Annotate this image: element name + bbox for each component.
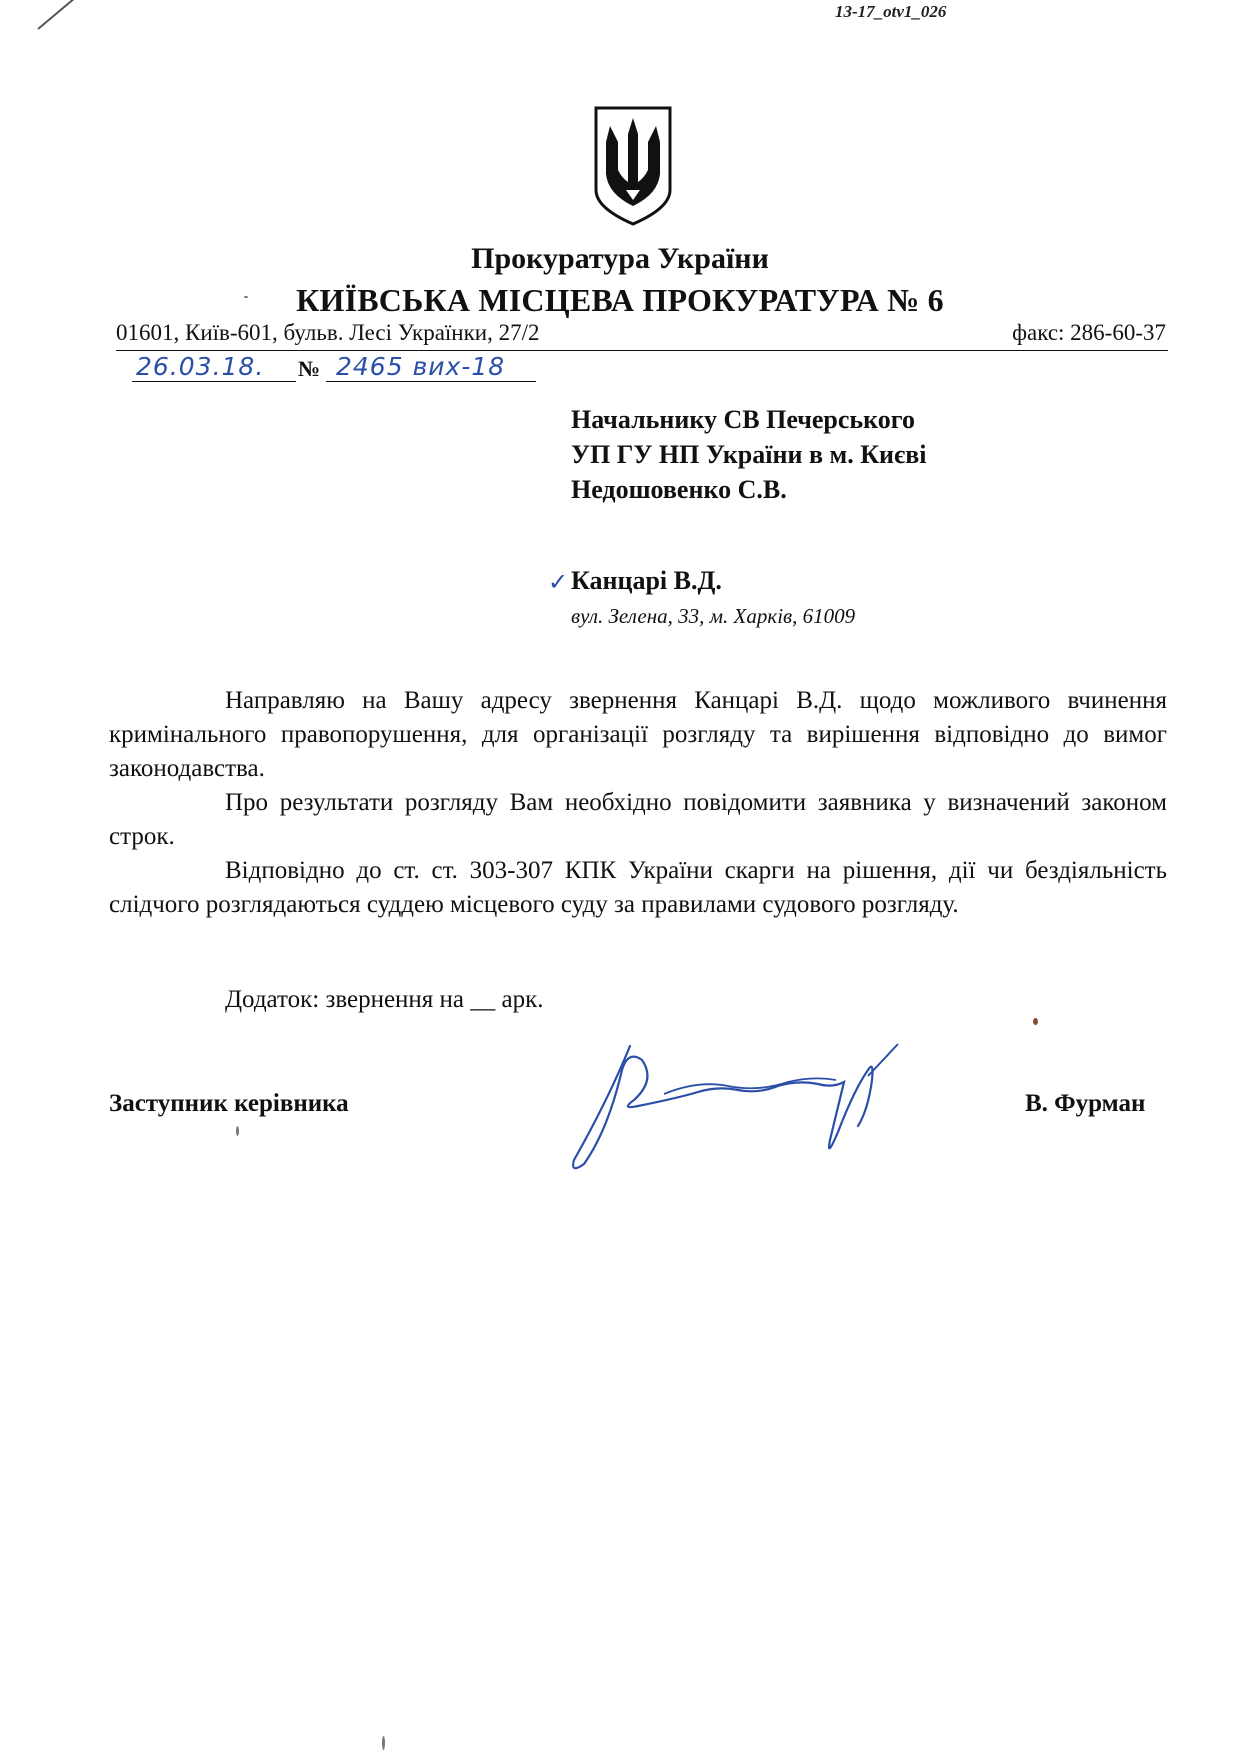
registration-number-label: № <box>298 356 321 381</box>
organization-fax: факс: 286-60-37 <box>1012 320 1166 345</box>
signatory-name: В. Фурман <box>1025 1090 1146 1117</box>
trident-emblem-icon <box>592 104 674 228</box>
ink-speck <box>236 1126 239 1136</box>
signatory-title: Заступник керівника <box>109 1090 349 1117</box>
organization-parent: Прокуратура України <box>471 242 769 275</box>
body-paragraph-3: Відповідно до ст. ст. 303-307 КПК України скарги на рішення, дії чи бездіяльність слідчого розглядаються суддею місцевого суду за правилами судового розгляду. <box>109 857 1167 918</box>
organization-name: КИЇВСЬКА МІСЦЕВА ПРОКУРАТУРА № 6 <box>296 282 944 318</box>
body-paragraph-2: Про результати розгляду Вам необхідно повідомити заявника у визначений законом строк. <box>109 789 1167 850</box>
attachment-note: Додаток: звернення на __ арк. <box>225 986 544 1013</box>
address-row <box>116 320 1168 351</box>
recipient-line-3: Недошовенко С.В. <box>571 475 787 504</box>
check-mark-icon: ✓ <box>548 570 569 596</box>
recipient-line-2: УП ГУ НП України в м. Києві <box>571 440 927 469</box>
copy-recipient-name: Канцарі В.Д. <box>571 566 722 595</box>
copy-recipient-address: вул. Зелена, 33, м. Харків, 61009 <box>571 604 856 628</box>
organization-address: 01601, Київ-601, бульв. Лесі Українки, 27/2 <box>116 320 540 345</box>
recipient-line-1: Начальнику СВ Печерського <box>571 405 915 434</box>
recipient-block <box>571 402 1171 507</box>
letter-body <box>109 684 1167 922</box>
ink-speck <box>382 1736 385 1750</box>
handwritten-signature <box>568 1040 988 1180</box>
ink-speck <box>244 296 248 298</box>
document-id-label: 13-17_otv1_026 <box>835 2 947 21</box>
body-paragraph-1: Направляю на Вашу адресу звернення Канцарі В.Д. щодо можливого вчинення кримінального правопорушення, для організації розгляду та вирішення відповідно до вимог законодавства. <box>109 687 1167 782</box>
registration-number: 2465 вих-18 <box>326 352 536 382</box>
ink-speck <box>1033 1018 1038 1025</box>
registration-date: 26.03.18. <box>132 352 296 382</box>
pen-mark <box>37 0 78 30</box>
